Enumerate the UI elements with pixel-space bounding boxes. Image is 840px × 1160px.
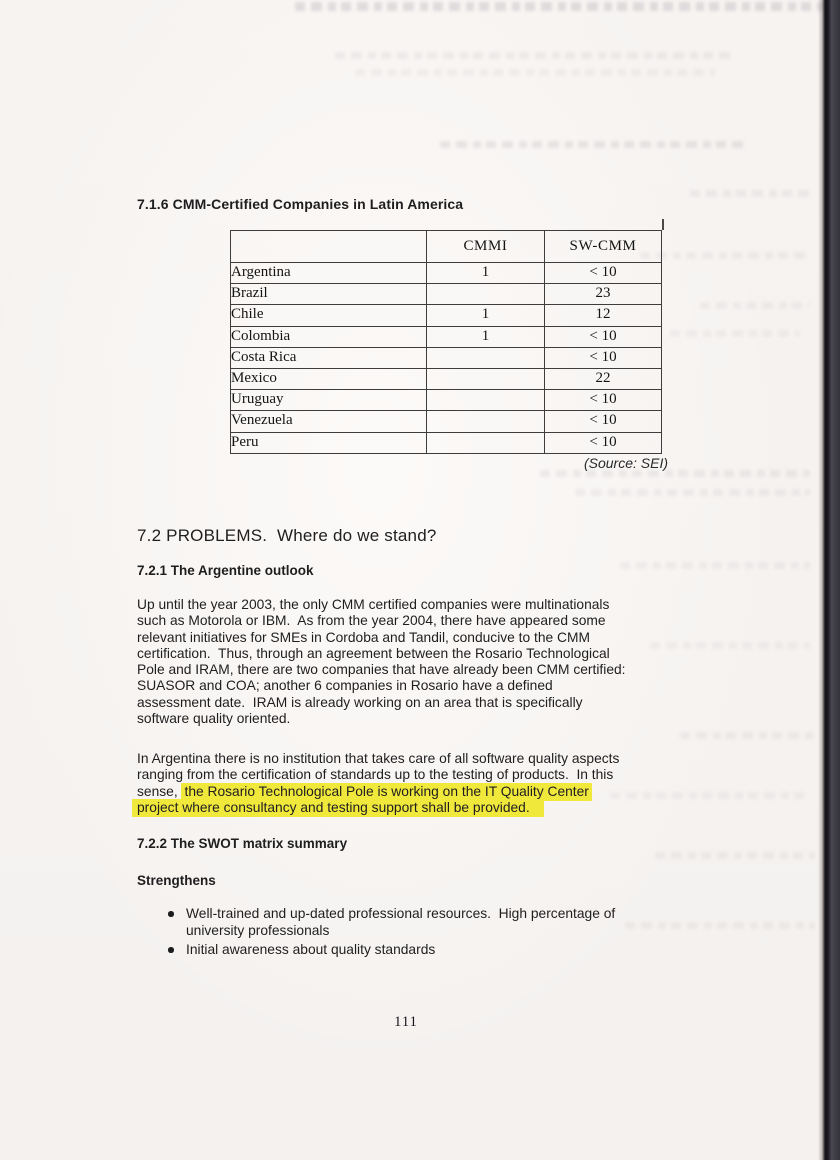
- text-line: Up until the year 2003, the only CMM certified companies were multinationals: [137, 597, 610, 612]
- bleedthrough-artifact: [670, 330, 800, 337]
- text-line: software quality oriented.: [137, 711, 291, 727]
- swcmm-cell: < 10: [545, 326, 662, 347]
- cmmi-cell: [427, 432, 545, 453]
- page-number: 111: [394, 1014, 418, 1030]
- bleedthrough-artifact: [355, 69, 715, 76]
- bleedthrough-artifact: [575, 489, 810, 496]
- table-row: [231, 305, 662, 326]
- bleedthrough-artifact: [690, 190, 810, 197]
- list-item-text: Well-trained and up-dated professional resources. High percentage of university professionals: [186, 906, 620, 939]
- bleedthrough-artifact: [620, 562, 810, 569]
- list-item-text: Initial awareness about quality standards: [186, 942, 436, 958]
- text-line: [137, 800, 697, 816]
- table-edge-artifact: [662, 219, 664, 230]
- table-row: [231, 347, 662, 368]
- list-item: [160, 941, 676, 958]
- text-line: In Argentina there is no institution that takes care of all software quality aspects: [137, 751, 620, 766]
- swcmm-cell: < 10: [545, 390, 662, 411]
- list-item: [160, 905, 676, 939]
- text-line: SUASOR and COA; another 6 companies in Rosario have a defined: [137, 678, 553, 694]
- country-cell: Chile: [231, 305, 427, 326]
- cmmi-cell: 1: [427, 263, 545, 284]
- text-line: certification. Thus, through an agreement between the Rosario Technological: [137, 645, 610, 661]
- cmmi-cell: [427, 284, 545, 305]
- strengths-heading: Strengthens: [137, 873, 216, 888]
- paragraph-quality-institution: [137, 751, 697, 816]
- cmmi-cell: 1: [427, 305, 545, 326]
- country-cell: Venezuela: [231, 411, 427, 432]
- cmmi-cell: [427, 390, 545, 411]
- section-7-1-6-heading: 7.1.6 CMM-Certified Companies in Latin America: [137, 196, 464, 212]
- table-header-country: [231, 231, 427, 263]
- scan-edge-shadow: [818, 0, 840, 1160]
- section-7-2-1-heading: 7.2.1 The Argentine outlook: [137, 563, 314, 578]
- country-cell: Colombia: [231, 326, 427, 347]
- country-cell: Peru: [231, 432, 427, 453]
- cmmi-cell: [427, 411, 545, 432]
- table-source-note: (Source: SEI): [583, 455, 668, 471]
- table-row: [231, 390, 662, 411]
- bleedthrough-artifact: [655, 852, 815, 859]
- country-cell: Uruguay: [231, 390, 427, 411]
- swcmm-cell: 23: [545, 284, 662, 305]
- bleedthrough-artifact: [335, 52, 735, 59]
- text-line: relevant initiatives for SMEs in Cordoba and Tandil, conducive to the CMM: [137, 629, 590, 645]
- swcmm-cell: 22: [545, 368, 662, 389]
- highlighted-text: project where consultancy and testing support shall be provided.: [132, 799, 544, 817]
- bullet-icon: [168, 947, 174, 953]
- text-line: [137, 784, 697, 800]
- text-line: Pole and IRAM, there are two companies that have already been CMM certified:: [137, 662, 626, 678]
- swcmm-cell: < 10: [545, 411, 662, 432]
- swcmm-cell: < 10: [545, 432, 662, 453]
- section-7-2-2-heading: 7.2.2 The SWOT matrix summary: [137, 836, 348, 851]
- bullet-icon: [168, 911, 174, 917]
- bleedthrough-artifact: [295, 2, 835, 11]
- table-row: [231, 368, 662, 389]
- text-line: ranging from the certification of standards up to the testing of products. In this: [137, 767, 614, 783]
- swcmm-cell: < 10: [545, 263, 662, 284]
- paragraph-argentine-outlook: [137, 597, 697, 727]
- country-cell: Costa Rica: [231, 347, 427, 368]
- text-line: such as Motorola or IBM. As from the year 2004, there have appeared some: [137, 613, 606, 629]
- bleedthrough-artifact: [640, 252, 810, 259]
- table-header-row: [231, 231, 662, 263]
- section-7-2-heading: 7.2 PROBLEMS. Where do we stand?: [137, 526, 437, 545]
- country-cell: Brazil: [231, 284, 427, 305]
- cmmi-cell: [427, 368, 545, 389]
- country-cell: Argentina: [231, 263, 427, 284]
- strengths-list: [160, 905, 676, 961]
- country-cell: Mexico: [231, 368, 427, 389]
- text-line: assessment date. IRAM is already working on an area that is specifically: [137, 694, 583, 710]
- bleedthrough-artifact: [680, 732, 815, 739]
- bleedthrough-artifact: [440, 141, 745, 148]
- bleedthrough-artifact: [540, 470, 810, 477]
- bleedthrough-artifact: [700, 302, 810, 309]
- table-row: [231, 326, 662, 347]
- table-row: [231, 411, 662, 432]
- table-row: [231, 432, 662, 453]
- text-segment: sense,: [137, 783, 182, 799]
- cmm-certified-table: [230, 230, 662, 454]
- cmmi-cell: 1: [427, 326, 545, 347]
- table-header-swcmm: SW-CMM: [545, 231, 662, 263]
- highlighted-text: the Rosario Technological Pole is working on the IT Quality Center: [181, 783, 591, 801]
- swcmm-cell: < 10: [545, 347, 662, 368]
- cmmi-cell: [427, 347, 545, 368]
- table-row: [231, 284, 662, 305]
- table-header-cmmi: CMMI: [427, 231, 545, 263]
- swcmm-cell: 12: [545, 305, 662, 326]
- table-row: [231, 263, 662, 284]
